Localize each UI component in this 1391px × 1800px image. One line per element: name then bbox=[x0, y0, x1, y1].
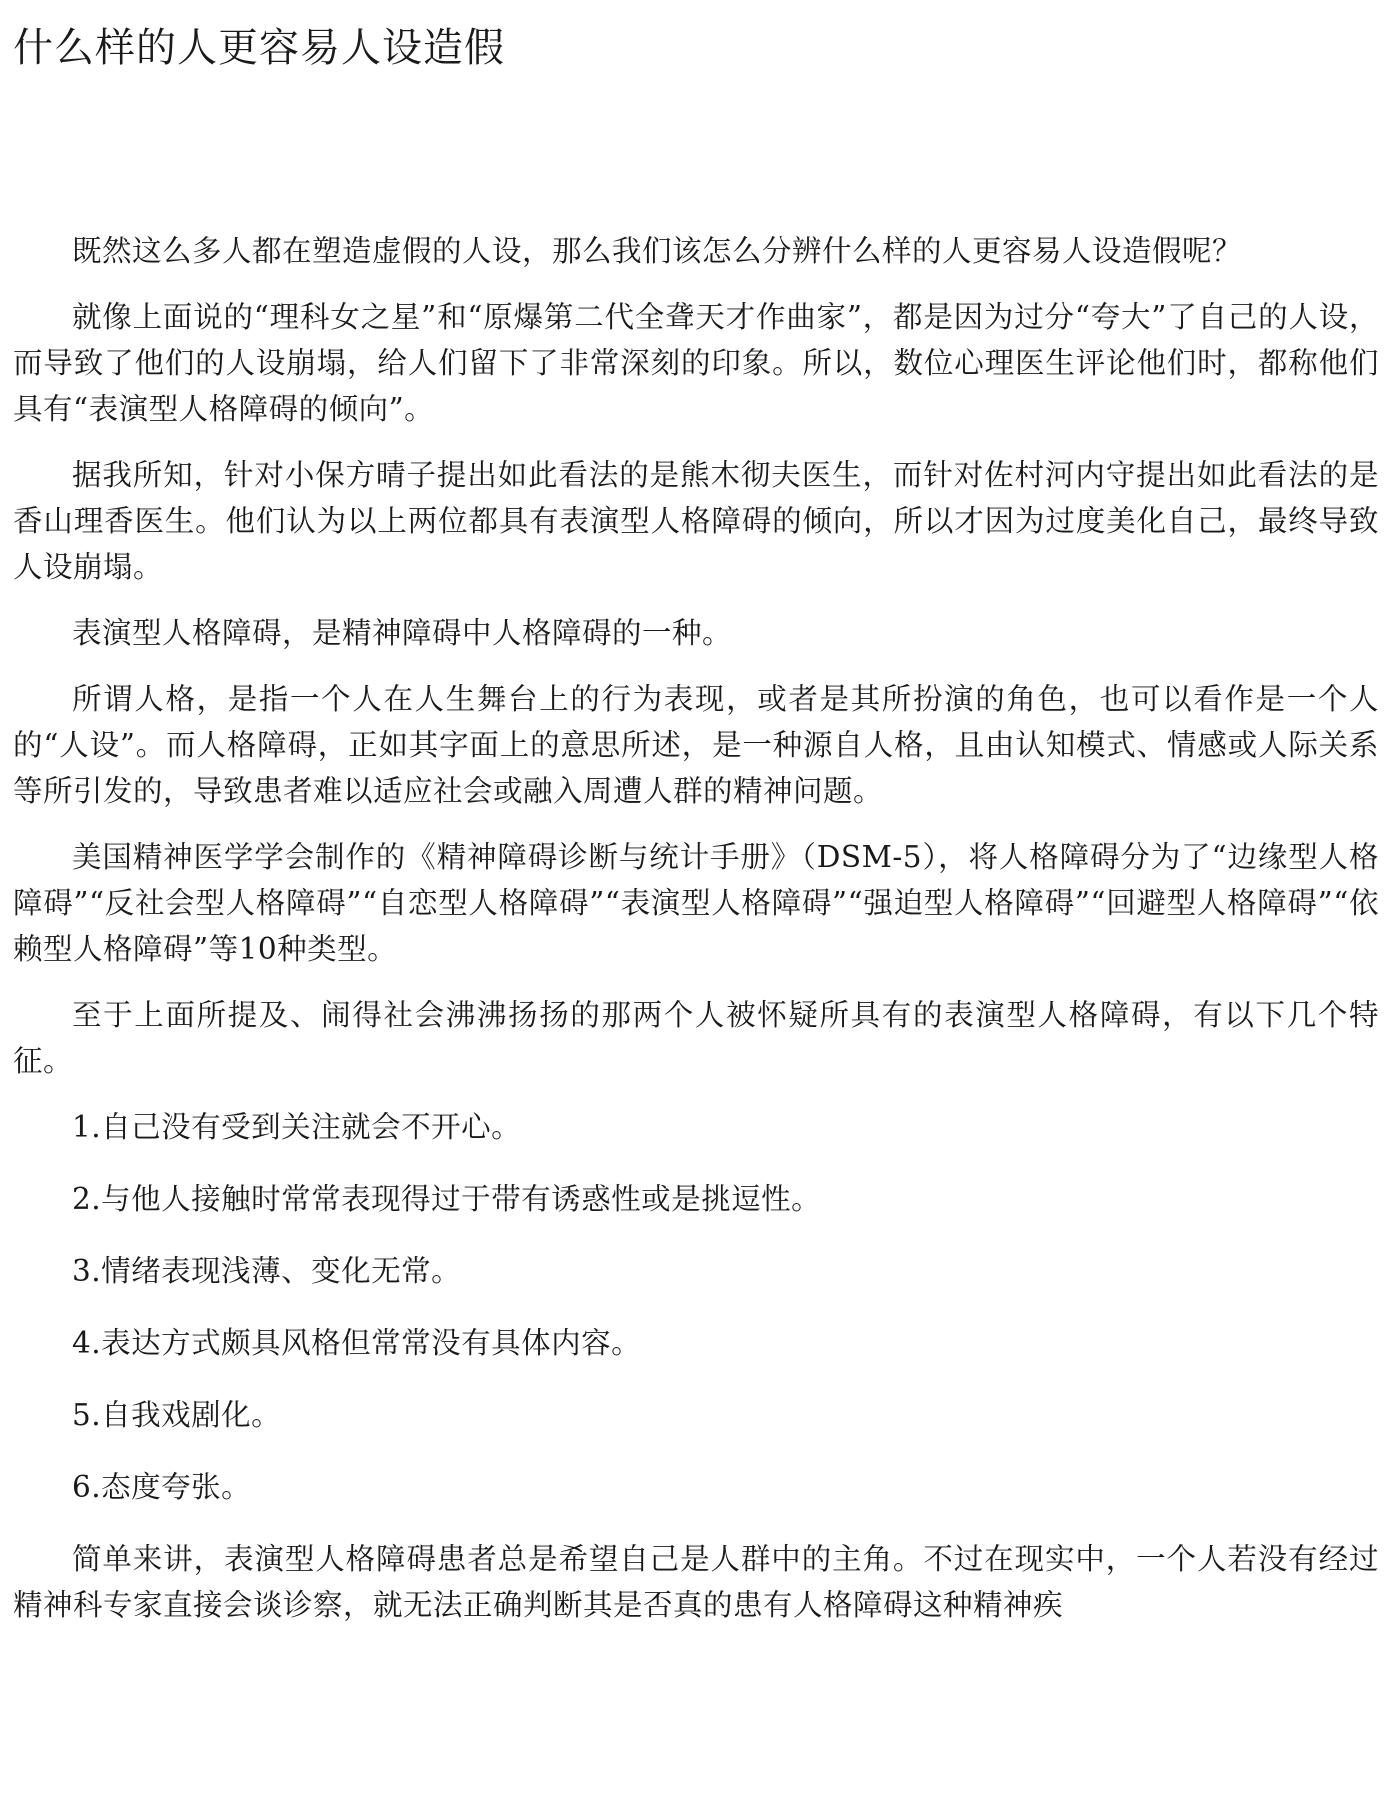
paragraph: 所谓人格，是指一个人在人生舞台上的行为表现，或者是其所扮演的角色，也可以看作是一个人的“人设”。而人格障碍，正如其字面上的意思所述，是一种源自人格，且由认知模式、情感或人际关系等所引发的，导致患者难以适应社会或融入周遭人群的精神问题。 bbox=[13, 682, 1379, 808]
list-item: 5.自我戏剧化。 bbox=[72, 1398, 282, 1432]
list-item: 1.自己没有受到关注就会不开心。 bbox=[72, 1110, 522, 1144]
body-text bbox=[13, 228, 1379, 1648]
list-item: 3.情绪表现浅薄、变化无常。 bbox=[72, 1254, 462, 1288]
paragraph: 据我所知，针对小保方晴子提出如此看法的是熊木彻夫医生，而针对佐村河内守提出如此看法的是香山理香医生。他们认为以上两位都具有表演型人格障碍的倾向，所以才因为过度美化自己，最终导致人设崩塌。 bbox=[13, 458, 1379, 584]
paragraph: 既然这么多人都在塑造虚假的人设，那么我们该怎么分辨什么样的人更容易人设造假呢？ bbox=[72, 234, 1243, 268]
paragraph: 就像上面说的“理科女之星”和“原爆第二代全聋天才作曲家”，都是因为过分“夸大”了自己的人设，而导致了他们的人设崩塌，给人们留下了非常深刻的印象。所以，数位心理医生评论他们时，都称他们具有“表演型人格障碍的倾向”。 bbox=[13, 300, 1379, 426]
paragraph: 至于上面所提及、闹得社会沸沸扬扬的那两个人被怀疑所具有的表演型人格障碍，有以下几个特征。 bbox=[13, 998, 1379, 1078]
paragraph: 美国精神医学学会制作的《精神障碍诊断与统计手册》（DSM-5），将人格障碍分为了“边缘型人格障碍”“反社会型人格障碍”“自恋型人格障碍”“表演型人格障碍”“强迫型人格障碍”“回避型人格障碍”“依赖型人格障碍”等10种类型。 bbox=[13, 840, 1379, 966]
closing-paragraph: 简单来讲，表演型人格障碍患者总是希望自己是人群中的主角。不过在现实中，一个人若没有经过精神科专家直接会谈诊察，就无法正确判断其是否真的患有人格障碍这种精神疾 bbox=[13, 1542, 1379, 1622]
page-title: 什么样的人更容易人设造假 bbox=[13, 25, 505, 71]
list-item: 2.与他人接触时常常表现得过于带有诱惑性或是挑逗性。 bbox=[72, 1182, 822, 1216]
list-item: 4.表达方式颇具风格但常常没有具体内容。 bbox=[72, 1326, 642, 1360]
paragraph: 表演型人格障碍，是精神障碍中人格障碍的一种。 bbox=[72, 616, 733, 650]
list-item: 6.态度夸张。 bbox=[72, 1470, 252, 1504]
